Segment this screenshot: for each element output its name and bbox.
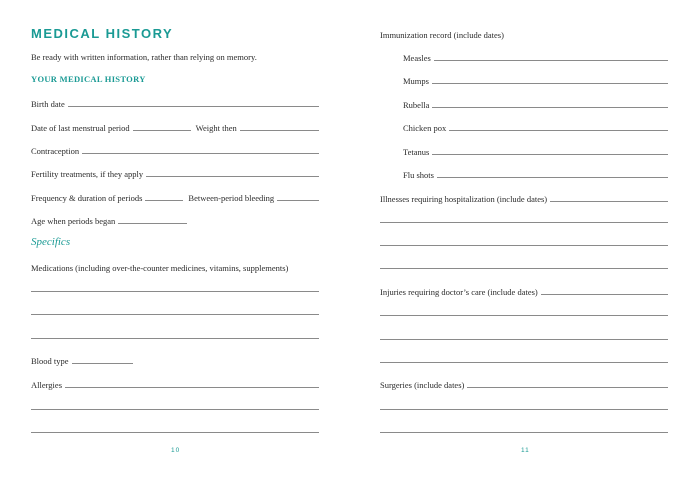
birth-date-field [31,97,319,109]
illnesses-line-1[interactable] [380,222,668,223]
vaccine-rubella-label: Rubella [403,100,430,110]
medications-line-1[interactable] [31,291,319,292]
vaccine-measles-label: Measles [403,53,431,63]
allergies-line-1[interactable] [31,409,319,410]
immunization-field [380,28,668,40]
vaccine-measles-input-line[interactable] [434,60,668,61]
vaccine-rubella-field [403,98,668,110]
vaccine-flu-shots-label: Flu shots [403,170,434,180]
surgeries-line-1[interactable] [380,409,668,410]
vaccine-chicken-pox-label: Chicken pox [403,123,447,133]
blood-type-field [31,354,133,366]
birth-date-label: Birth date [31,99,65,109]
page-title: MEDICAL HISTORY [31,26,174,41]
vaccine-chicken-pox-field [403,121,668,133]
between-bleeding-label: Between-period bleeding [188,193,275,203]
vaccine-mumps-input-line[interactable] [432,83,668,84]
injuries-line-1[interactable] [380,315,668,316]
allergies-input-line[interactable] [65,387,319,388]
immunization-label: Immunization record (include dates) [380,30,504,40]
illnesses-label: Illnesses requiring hospitalization (include dates) [380,194,548,204]
blood-type-input-line[interactable] [72,363,133,364]
vaccine-tetanus-field [403,145,668,157]
vaccine-chicken-pox-input-line[interactable] [449,130,668,131]
injuries-field [380,285,668,297]
age-periods-field [31,214,187,226]
medications-line-2[interactable] [31,314,319,315]
allergies-field [31,378,319,390]
vaccine-rubella-input-line[interactable] [432,107,668,108]
weight-then-label: Weight then [195,123,237,133]
frequency-label: Frequency & duration of periods [31,193,143,203]
contraception-input-line[interactable] [82,153,319,154]
vaccine-tetanus-label: Tetanus [403,147,430,157]
surgeries-label: Surgeries (include dates) [380,380,465,390]
fertility-field [31,167,319,179]
allergies-label: Allergies [31,380,63,390]
frequency-field [31,191,319,203]
contraception-label: Contraception [31,146,80,156]
surgeries-field [380,378,668,390]
vaccine-flu-shots-field [403,168,668,180]
vaccine-measles-field [403,51,668,63]
medications-line-3[interactable] [31,338,319,339]
last-period-field [31,121,319,133]
surgeries-input-line[interactable] [467,387,668,388]
birth-date-input-line[interactable] [68,106,319,107]
injuries-line-2[interactable] [380,339,668,340]
intro-text: Be ready with written information, rather than relying on memory. [31,52,257,62]
contraception-field [31,144,319,156]
surgeries-line-2[interactable] [380,432,668,433]
medications-field [31,261,319,273]
right-page [350,0,700,497]
age-periods-input-line[interactable] [118,223,187,224]
injuries-input-line[interactable] [541,294,668,295]
injuries-line-3[interactable] [380,362,668,363]
illnesses-line-2[interactable] [380,245,668,246]
fertility-input-line[interactable] [146,176,319,177]
fertility-label: Fertility treatments, if they apply [31,169,144,179]
frequency-input-line[interactable] [145,200,183,201]
illnesses-input-line[interactable] [550,201,668,202]
page-number-right: 11 [521,447,530,454]
weight-then-input-line[interactable] [240,130,319,131]
age-periods-label: Age when periods began [31,216,116,226]
illnesses-field [380,192,668,204]
vaccine-tetanus-input-line[interactable] [432,154,668,155]
between-bleeding-input-line[interactable] [277,200,319,201]
allergies-line-2[interactable] [31,432,319,433]
vaccine-flu-shots-input-line[interactable] [437,177,668,178]
vaccine-mumps-field [403,74,668,86]
medications-label: Medications (including over-the-counter medicines, vitamins, supplements) [31,263,289,273]
illnesses-line-3[interactable] [380,268,668,269]
blood-type-label: Blood type [31,356,69,366]
section-heading-your-medical-history: YOUR MEDICAL HISTORY [31,74,146,84]
specifics-heading: Specifics [31,236,71,248]
page-number-left: 10 [171,447,181,454]
last-period-input-line[interactable] [133,130,191,131]
injuries-label: Injuries requiring doctor’s care (include dates) [380,287,538,297]
last-period-label: Date of last menstrual period [31,123,130,133]
vaccine-mumps-label: Mumps [403,76,429,86]
